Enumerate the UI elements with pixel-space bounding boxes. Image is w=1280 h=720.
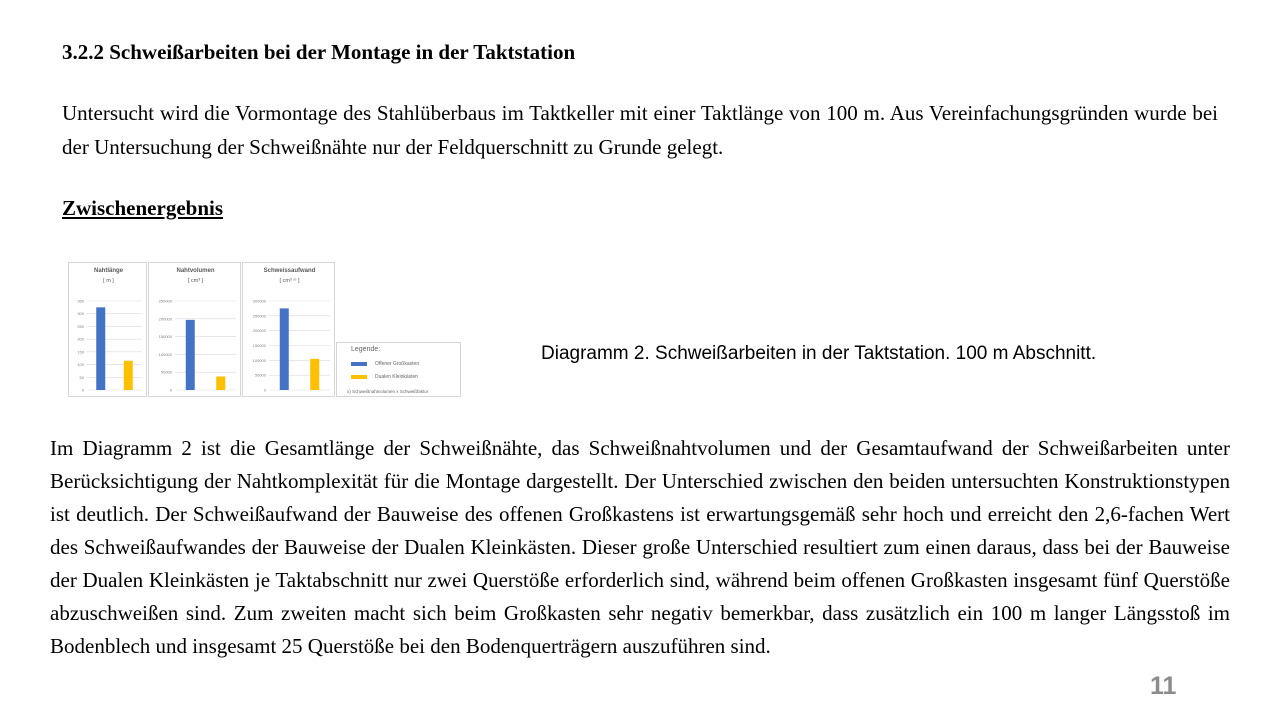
tick-label: 150000 xyxy=(252,343,266,348)
tick-label: 100000 xyxy=(158,351,172,357)
tick-label: 0 xyxy=(263,387,266,393)
legend-label: Offener Großkasten xyxy=(375,361,420,367)
chart-svg-1 xyxy=(149,263,242,398)
bar-offener-grosskasten xyxy=(96,307,105,390)
legend-title: Legende: xyxy=(351,346,381,353)
tick-label: 350 xyxy=(77,298,84,304)
chart-title: Nahtvolumen xyxy=(176,268,215,274)
intro-paragraph: Untersucht wird die Vormontage des Stahlüberbaus im Taktkeller mit einer Taktlänge von 100 m. Aus Vereinfachungsgründen wurde bei der Untersuchung der Schweißnähte nur der Feldquerschnitt zu Grunde gelegt. xyxy=(62,101,1218,159)
tick-label: 250000 xyxy=(252,313,266,319)
tick-label: 150 xyxy=(77,349,84,355)
chart-svg-0 xyxy=(69,263,148,398)
chart-nahtvolumen xyxy=(148,262,241,397)
tick-label: 100 xyxy=(77,362,84,368)
chart-title: Nahtlänge xyxy=(93,268,124,274)
tick-label: 100000 xyxy=(252,357,266,363)
tick-label: 300000 xyxy=(252,298,266,304)
legend-note: x) Schweißnahtvolumen x Schweißfaktor xyxy=(347,389,429,394)
tick-label: 0 xyxy=(169,387,172,393)
legend-item xyxy=(351,374,418,380)
chart-legend xyxy=(336,342,461,397)
section-heading: 3.2.2 Schweißarbeiten bei der Montage in der Taktstation xyxy=(62,40,576,64)
tick-label: 200000 xyxy=(158,316,172,322)
body-paragraph: Im Diagramm 2 ist die Gesamtlänge der Schweißnähte, das Schweißnahtvolumen und der Gesamtaufwand der Schweißarbeiten unter Berücksichtigung der Nahtkomplexität für die Montage dargestellt. Der Unterschied zwischen den beiden untersuchten Konstruktionstypen ist deutlich. Der Schweißaufwand der Bauweise des offenen Großkastens ist erwartungsgemäß sehr hoch und erreicht den 2,6-fachen Wert des Schweißaufwandes der Bauweise der Dualen Kleinkästen. Dieser große Unterschied resultiert zum einen daraus, dass bei der Bauweise der Dualen Kleinkästen je Taktabschnitt nur zwei Querstöße erforderlich sind, während beim offenen Großkasten insgesamt fünf Querstöße abzuschweißen sind. Zum zweiten macht sich beim Großkasten sehr negativ bemerkbar, dass zusätzlich ein 100 m langer Längsstoß im Bodenblech und insgesamt 25 Querstöße bei den Bodenquerträgern auszuführen sind. xyxy=(50,436,1230,658)
tick-label: 150000 xyxy=(158,334,172,340)
tick-label: 50000 xyxy=(254,372,266,378)
bar-offener-grosskasten xyxy=(186,320,195,390)
legend-item xyxy=(351,361,419,367)
page-number: 11 xyxy=(1150,672,1177,700)
tick-label: 200000 xyxy=(252,328,266,334)
chart-svg-2 xyxy=(243,263,336,398)
legend-swatch-blue xyxy=(351,362,367,366)
tick-label: 250 xyxy=(77,323,84,329)
tick-label: 50000 xyxy=(160,369,172,375)
bar-offener-grosskasten xyxy=(280,308,289,390)
figure-caption: Diagramm 2. Schweißarbeiten in der Taktstation. 100 m Abschnitt. xyxy=(541,343,1097,364)
chart-unit: [ cm³ ] xyxy=(187,278,204,284)
chart-schweissaufwand xyxy=(242,262,335,397)
subheading: Zwischenergebnis xyxy=(62,196,224,220)
chart-nahtlaenge xyxy=(68,262,147,397)
chart-title: Schweissaufwand xyxy=(263,268,316,274)
bar-dualen-kleinkaesten xyxy=(216,376,225,390)
bar-dualen-kleinkaesten xyxy=(124,361,133,390)
tick-label: 300 xyxy=(77,311,84,317)
tick-label: 200 xyxy=(77,336,84,342)
tick-label: 50 xyxy=(79,374,84,380)
chart-unit: [ cm³ ˣ⁾ ] xyxy=(279,278,300,284)
bar-dualen-kleinkaesten xyxy=(310,359,319,390)
chart-unit: [ m ] xyxy=(103,278,114,284)
tick-label: 0 xyxy=(81,387,84,393)
tick-label: 250000 xyxy=(158,298,172,304)
legend-label: Dualen Kleinkästen xyxy=(375,374,419,380)
legend-swatch-yellow xyxy=(351,375,367,379)
